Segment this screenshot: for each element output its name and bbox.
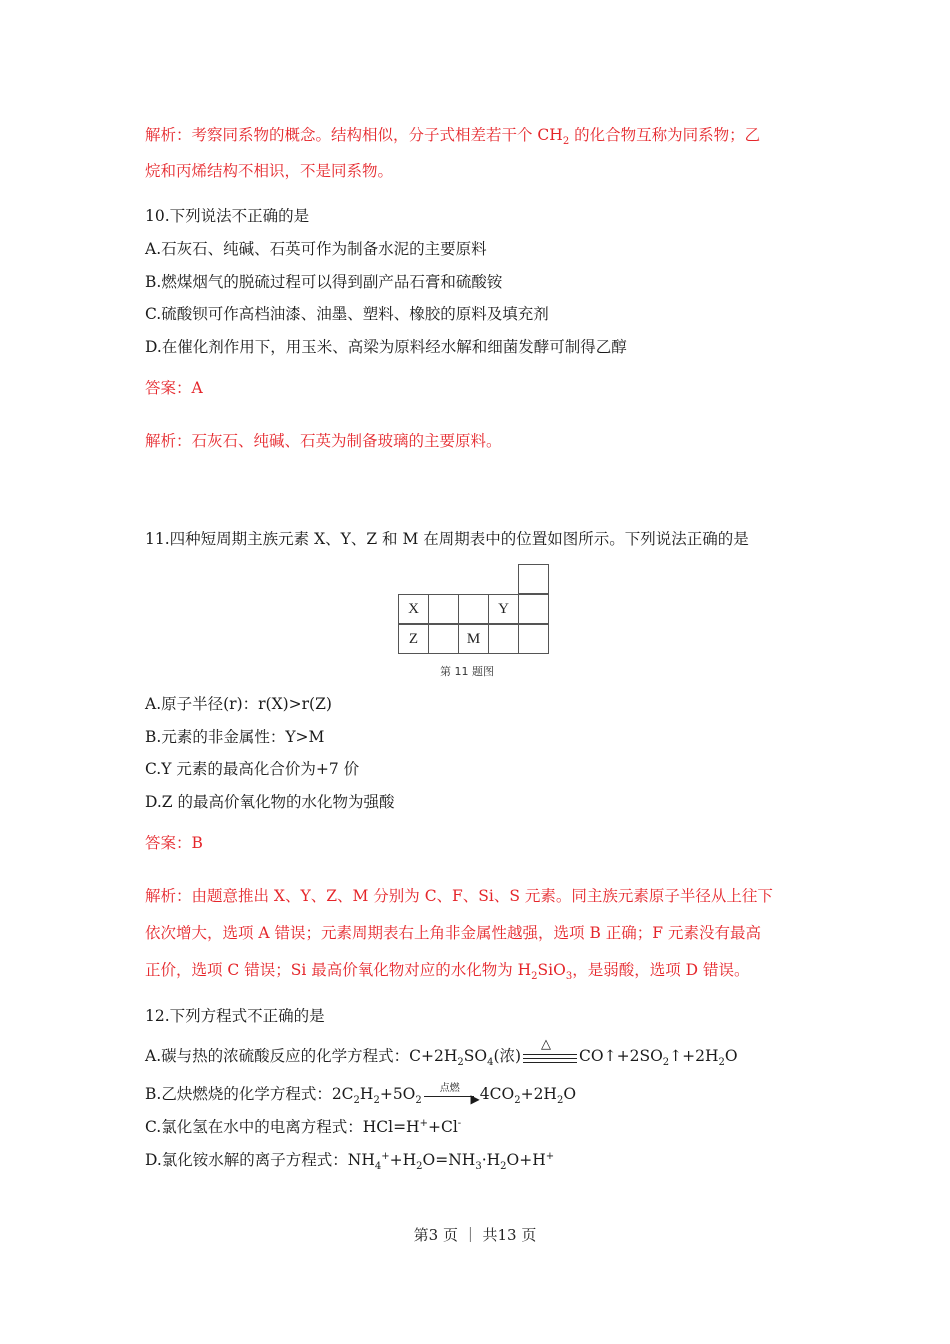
table-cell-z: Z [398,624,429,654]
table-cell-y: Y [488,594,519,624]
q9-analysis-line2: 烷和丙烯结构不相识，不是同系物。 [145,162,394,180]
q11-option-b: B.元素的非金属性：Y>M [145,728,325,746]
table-cell-empty [518,564,549,594]
q11-stem: 11.四种短周期主族元素 X、Y、Z 和 M 在周期表中的位置如图所示。下列说法正确的是 [145,530,749,548]
q11-option-c: C.Y 元素的最高化合价为+7 价 [145,760,360,778]
table-cell-empty [518,624,549,654]
q9-analysis-line1: 解析：考察同系物的概念。结构相似，分子式相差若干个 $CH_2$ 的化合物互称为同系物；乙 [145,126,761,148]
q12-option-b: B.乙炔燃烧的化学方程式：$2C_2H_2+5O_2$ 点燃 ▶ $4CO_2+2H_2O$ [145,1083,577,1107]
q11-analysis-line3: 正价，选项 C 错误；Si 最高价氧化物对应的水化物为 $H_2SiO_3$，是弱酸，选项 D 错误。 [145,961,750,983]
figure-caption: 第 11 题图 [440,665,494,678]
q10-option-c: C.硫酸钡可作高档油漆、油墨、塑料、橡胶的原料及填充剂 [145,305,549,323]
q11-answer: 答案：B [145,834,203,852]
table-cell-empty [488,624,519,654]
heat-equals-sign: △ [521,1049,579,1065]
q10-analysis: 解析：石灰石、纯碱、石英为制备玻璃的主要原料。 [145,432,502,450]
q11-option-a: A.原子半径(r)：r(X)>r(Z) [145,695,332,713]
ignition-arrow: 点燃 ▶ [422,1087,480,1103]
q12-option-c: C.氯化氢在水中的电离方程式：HCl=H++Cl- [145,1117,462,1136]
table-cell-empty [458,594,489,624]
table-cell-empty [428,624,459,654]
q11-analysis-line1: 解析：由题意推出 X、Y、Z、M 分别为 C、F、Si、S 元素。同主族元素原子半径从上往下 [145,887,773,905]
table-cell-empty [428,594,459,624]
q10-stem: 10.下列说法不正确的是 [145,207,310,225]
q10-option-d: D.在催化剂作用下，用玉米、高梁为原料经水解和细菌发酵可制得乙醇 [145,338,627,356]
q11-analysis-line2: 依次增大，选项 A 错误；元素周期表右上角非金属性越强，选项 B 正确；F 元素没有最高 [145,924,761,942]
page-footer: 第3 页 ｜ 共13 页 [413,1226,537,1244]
q10-option-a: A.石灰石、纯碱、石英可作为制备水泥的主要原料 [145,240,487,258]
q12-option-d: D.氯化铵水解的离子方程式：$NH_4^++H_2O=NH_3\cdot H_2O+H^+$ [145,1150,555,1173]
periodic-table-figure [398,564,550,670]
q10-option-b: B.燃煤烟气的脱硫过程可以得到副产品石膏和硫酸铵 [145,273,503,291]
q11-option-d: D.Z 的最高价氧化物的水化物为强酸 [145,793,395,811]
table-cell-x: X [398,594,429,624]
table-cell-empty [518,594,549,624]
q10-answer: 答案：A [145,379,203,397]
q12-stem: 12.下列方程式不正确的是 [145,1007,325,1025]
table-cell-m: M [458,624,489,654]
q12-option-a: A.碳与热的浓硫酸反应的化学方程式：$C+2H_2SO_4$(浓) △ $CO↑+2SO_2↑+2H_2O$ [145,1037,738,1069]
